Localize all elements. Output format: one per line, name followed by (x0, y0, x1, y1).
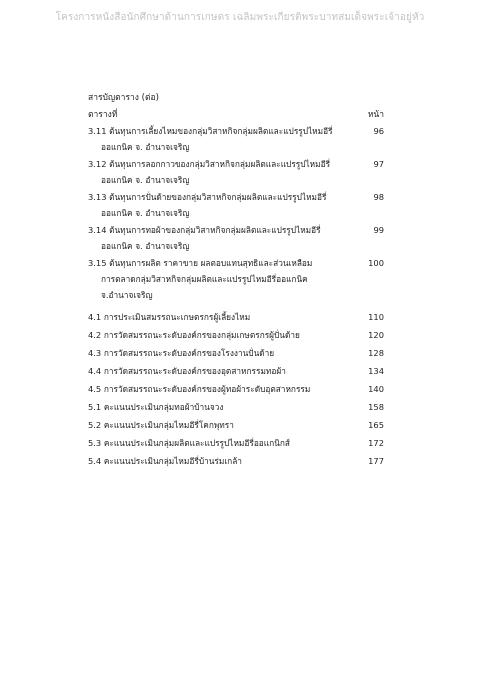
toc-entry-text: 4.1 การประเมินสมรรถนะเกษตรกรผู้เลี้ยงไหม (88, 312, 251, 322)
toc-entry[interactable] (88, 123, 384, 155)
toc-entry[interactable] (88, 435, 384, 451)
toc-entry[interactable] (88, 417, 384, 433)
toc-title: สารบัญตาราง (ต่อ) (88, 93, 159, 103)
toc-entry-text: 5.1 คะแนนประเมินกลุ่มทอผ้าบ้านจวง (88, 402, 224, 412)
toc-entry-page: 110 (368, 312, 384, 322)
toc-entry-text: 4.4 การวัดสมรรถนะระดับองค์กรของอุตสาหกรรมทอผ้า (88, 366, 286, 376)
toc-entry[interactable] (88, 189, 384, 221)
toc-entry-page: 177 (368, 456, 384, 466)
toc-entry-page: 134 (368, 366, 384, 376)
toc-entry[interactable] (88, 363, 384, 379)
toc-entry-page: 97 (373, 159, 384, 169)
toc-entry-text: 3.11 ต้นทุนการเลี้ยงไหมของกลุ่มวิสาหกิจกลุ่มผลิตและแปรรูปไหมอีรี่ (88, 126, 333, 136)
toc-entry-text: 4.3 การวัดสมรรถนะระดับองค์กรของโรงงานปั่นด้าย (88, 348, 275, 358)
toc-entry-text: 3.12 ต้นทุนการลอกกาวของกลุ่มวิสาหกิจกลุ่มผลิตและแปรรูปไหมอีรี่ (88, 159, 331, 169)
toc-entry-page: 158 (368, 402, 384, 412)
toc-entry[interactable] (88, 327, 384, 343)
toc-entry-page: 172 (368, 438, 384, 448)
toc-entry-text: 3.14 ต้นทุนการทอผ้าของกลุ่มวิสาหกิจกลุ่มผลิตและแปรรูปไหมอีรี่ (88, 225, 321, 235)
toc-entry-text-cont: ออแกนิค จ. อำนาจเจริญ (101, 208, 190, 218)
toc-entry[interactable] (88, 255, 384, 303)
toc-entry-page: 140 (368, 384, 384, 394)
toc-entries (88, 123, 384, 471)
toc-entry-page: 100 (368, 258, 384, 268)
toc-entry-text-cont: ออแกนิค จ. อำนาจเจริญ (101, 175, 190, 185)
toc-entry-text: 3.15 ต้นทุนการผลิต ราคาขาย ผลตอบแทนสุทธิและส่วนเหลือม (88, 258, 313, 268)
toc-entry-page: 128 (368, 348, 384, 358)
toc-entry[interactable] (88, 222, 384, 254)
toc-entry-text: 3.13 ต้นทุนการปั่นด้ายของกลุ่มวิสาหกิจกลุ่มผลิตและแปรรูปไหมอีรี่ (88, 192, 327, 202)
toc-entry[interactable] (88, 399, 384, 415)
toc-entry[interactable] (88, 156, 384, 188)
toc-entry-page: 98 (373, 192, 384, 202)
toc-entry-text-cont: จ.อำนาจเจริญ (101, 290, 153, 300)
toc-entry-text-cont: ออแกนิค จ. อำนาจเจริญ (101, 241, 190, 251)
toc-entry-text-cont: การตลาดกลุ่มวิสาหกิจกลุ่มผลิตและแปรรูปไหมอีรี่ออแกนิค (101, 274, 308, 284)
toc-entry[interactable] (88, 381, 384, 397)
column-header-table: ตารางที่ (88, 110, 118, 120)
toc-entry-text: 5.4 คะแนนประเมินกลุ่มไหมอีรี่บ้านร่มเกล้า (88, 456, 242, 466)
toc-entry-text: 4.5 การวัดสมรรถนะระดับองค์กรของผู้ทอผ้าระดับอุตสาหกรรม (88, 384, 311, 394)
toc-entry-page: 120 (368, 330, 384, 340)
column-header-page: หน้า (367, 110, 384, 120)
toc-entry-page: 96 (373, 126, 384, 136)
toc-entry[interactable] (88, 453, 384, 469)
toc-entry-text: 5.3 คะแนนประเมินกลุ่มผลิตและแปรรูปไหมอีรี่ออแกนิกส์ (88, 438, 290, 448)
toc-entry[interactable] (88, 345, 384, 361)
toc-entry-text: 5.2 คะแนนประเมินกลุ่มไหมอีรี่โคกพุทรา (88, 420, 234, 430)
header-watermark: โครงการหนังสือนักศึกษาด้านการเกษตร เฉลิมพระเกียรติพระบาทสมเด็จพระเจ้าอยู่หัว (55, 12, 425, 23)
toc-entry-page: 99 (373, 225, 384, 235)
toc-entry-page: 165 (368, 420, 384, 430)
toc-entry[interactable] (88, 309, 384, 325)
toc-entry-text-cont: ออแกนิค จ. อำนาจเจริญ (101, 142, 190, 152)
toc-entry-text: 4.2 การวัดสมรรถนะระดับองค์กรของกลุ่มเกษตรกรผู้ปั่นด้าย (88, 330, 300, 340)
